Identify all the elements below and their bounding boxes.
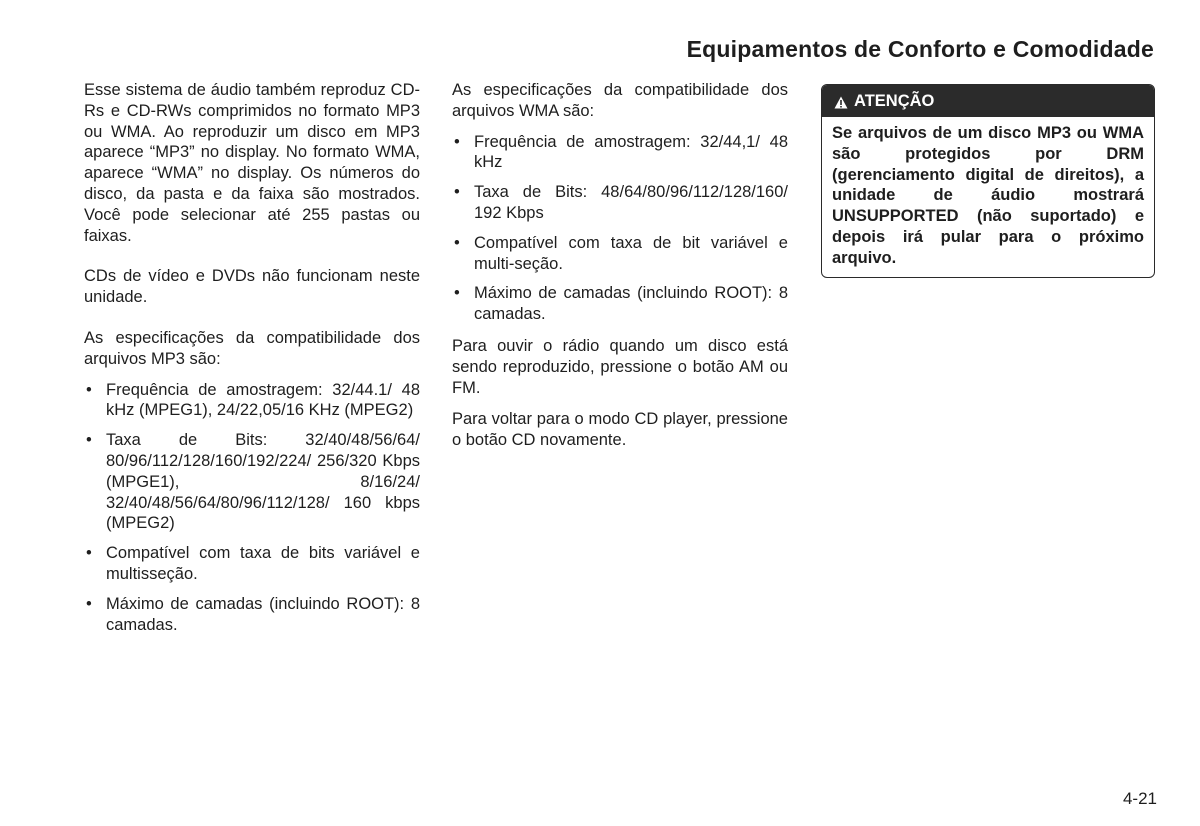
- warning-header: [822, 85, 1154, 117]
- radio-paragraph: Para ouvir o rádio quando um disco está sendo reproduzido, pressione o botão AM ou FM.: [452, 336, 788, 397]
- intro-paragraph: Esse sistema de áudio também reproduz CD-Rs e CD-RWs comprimidos no formato MP3 ou WMA. Ao reproduzir um disco em MP3 aparece “MP3” no display. No formato WMA, aparece “WMA” no display. Os números do disco, da pasta e da faixa são mostrados. Você pode selecionar até 255 pastas ou faixas.: [84, 81, 420, 245]
- column-left: [84, 80, 420, 644]
- list-item: • Compatível com taxa de bits variável e multisseção.: [84, 543, 420, 585]
- wma-spec-intro: As especificações da compatibilidade dos arquivos WMA são:: [452, 81, 788, 120]
- page-header-title: Equipamentos de Conforto e Comodidade: [686, 36, 1154, 62]
- list-item: • Taxa de Bits: 32/40/48/56/64/ 80/96/112/128/160/192/224/ 256/320 Kbps (MPGE1), 8/16/24/ 32/40/48/56/64/80/96/112/128/ 160 kbps (MPEG2): [84, 430, 420, 534]
- dvd-note-paragraph: CDs de vídeo e DVDs não funcionam neste unidade.: [84, 267, 420, 307]
- warning-body: Se arquivos de um disco MP3 ou WMA são protegidos por DRM (gerenciamento digital de direitos), a unidade de áudio mostrará UNSUPPORTED (não suportado) e depois irá pular para o próximo arquivo.: [832, 124, 1144, 267]
- column-middle: [452, 80, 788, 451]
- warning-triangle-icon: [834, 95, 848, 108]
- list-item: • Compatível com taxa de bit variável e multi-seção.: [452, 233, 788, 275]
- wma-spec-list: [452, 132, 788, 325]
- mp3-spec-intro: As especificações da compatibilidade dos arquivos MP3 são:: [84, 328, 420, 368]
- list-item: • Máximo de camadas (incluindo ROOT): 8 camadas.: [452, 283, 788, 325]
- list-item: • Máximo de camadas (incluindo ROOT): 8 camadas.: [84, 594, 420, 636]
- list-item: • Frequência de amostragem: 32/44,1/ 48 kHz: [452, 132, 788, 174]
- cd-mode-paragraph: Para voltar para o modo CD player, pressione o botão CD novamente.: [452, 410, 788, 450]
- page-number: 4-21: [1122, 789, 1157, 808]
- warning-title: ATENÇÃO: [854, 92, 935, 110]
- mp3-spec-list: [84, 380, 420, 636]
- warning-box: [821, 84, 1155, 278]
- list-item: • Frequência de amostragem: 32/44.1/ 48 kHz (MPEG1), 24/22,05/16 KHz (MPEG2): [84, 380, 420, 422]
- list-item: • Taxa de Bits: 48/64/80/96/112/128/160/ 192 Kbps: [452, 182, 788, 224]
